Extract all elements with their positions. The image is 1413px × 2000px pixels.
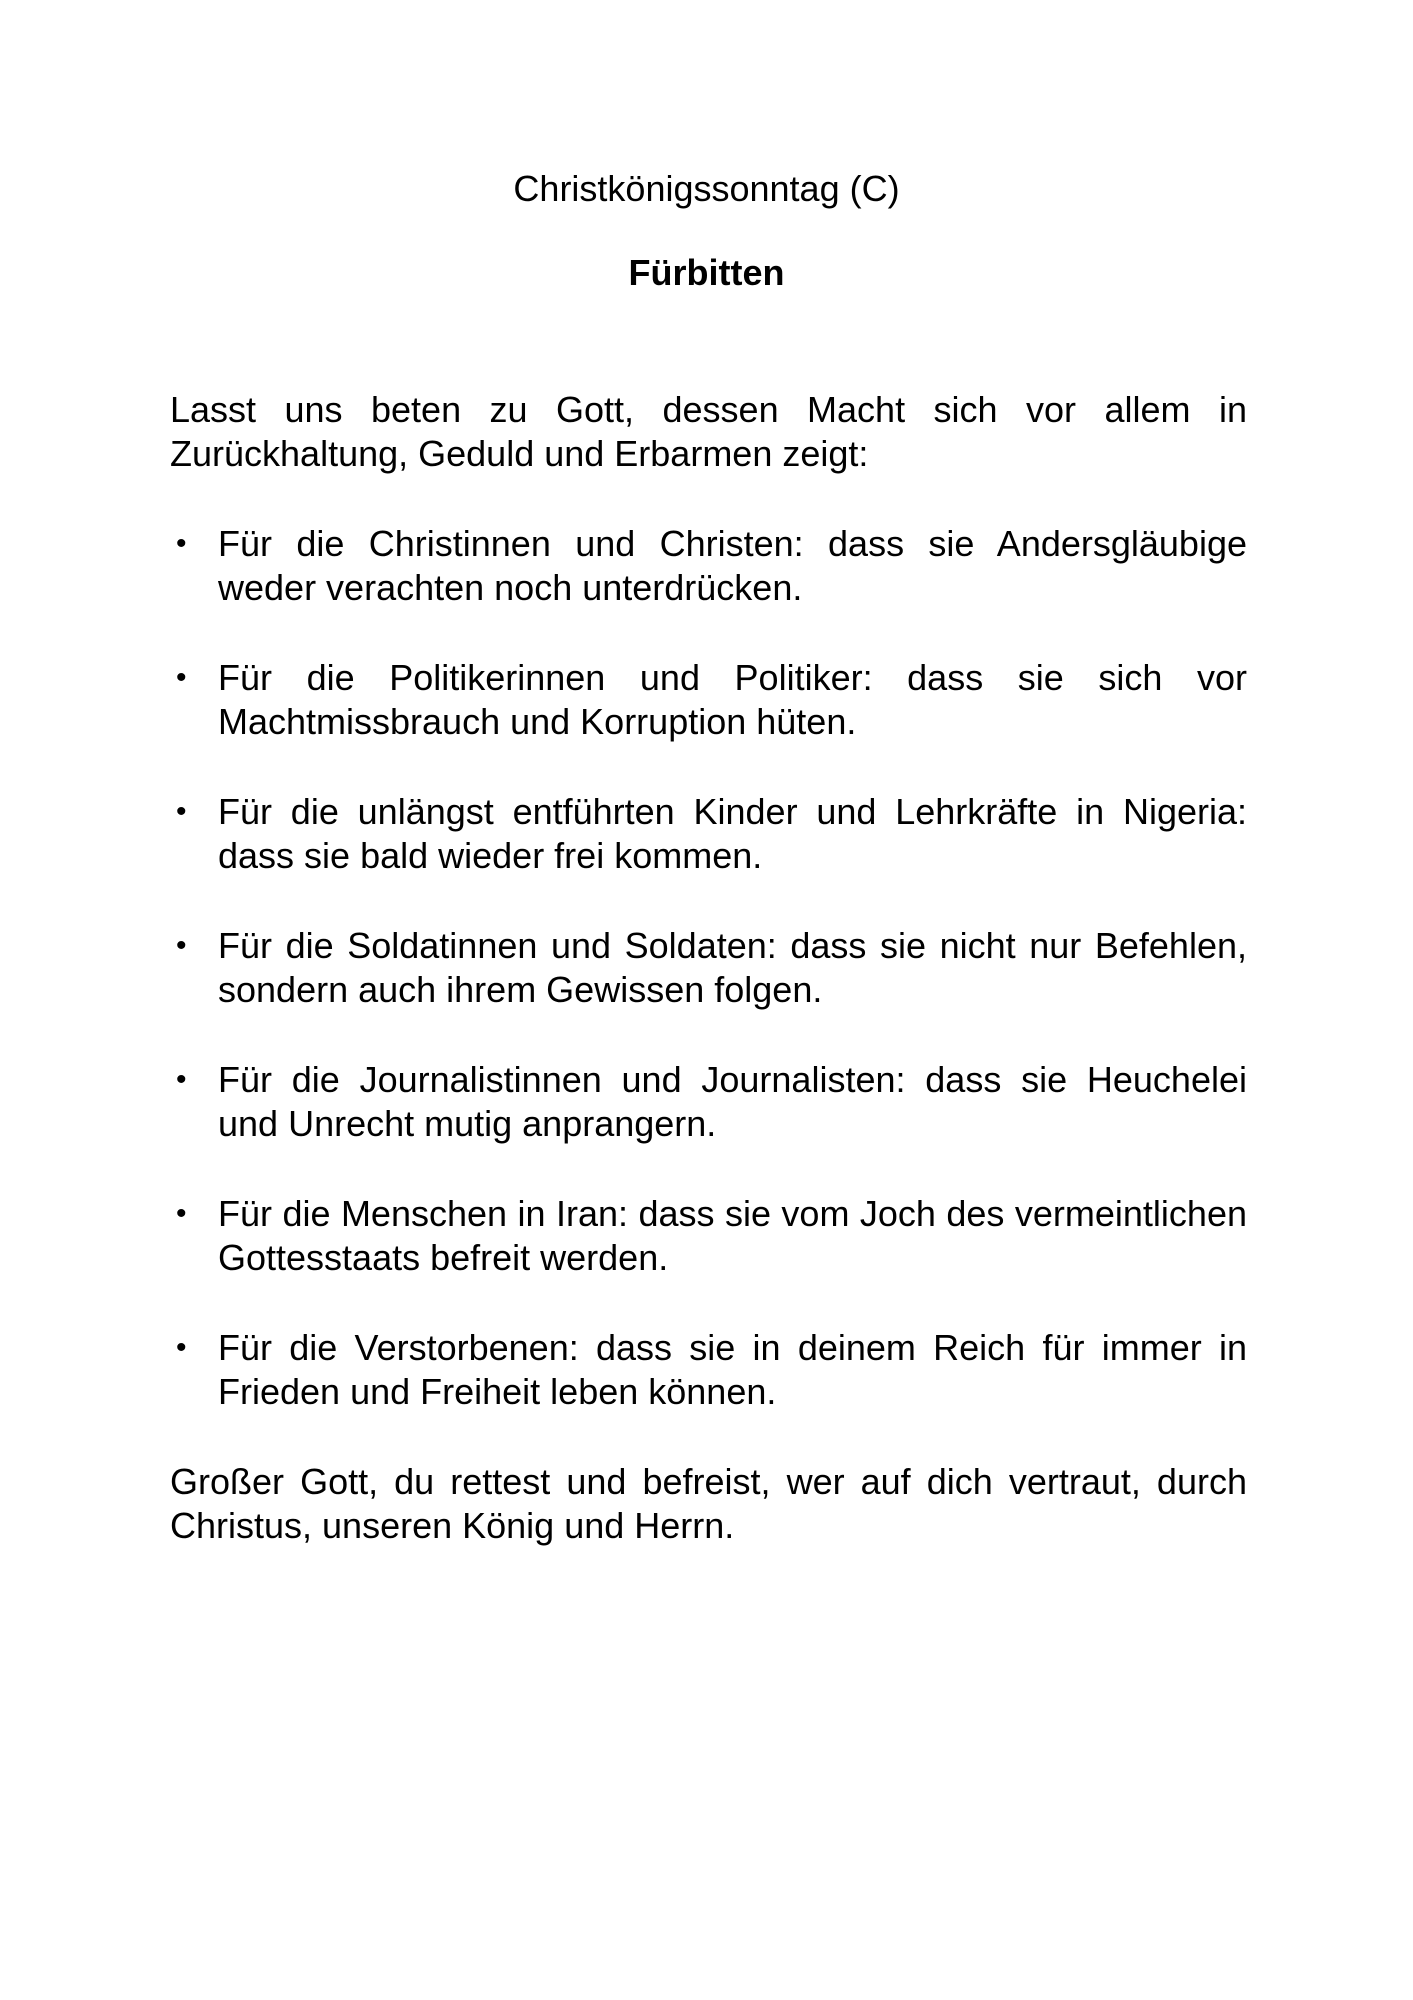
bullet-icon: • xyxy=(176,1063,187,1096)
bullet-icon: • xyxy=(176,661,187,694)
petition-text: Für die Politikerinnen und Politiker: dass sie sich vor Machtmissbrauch und Korruption hüten. xyxy=(218,657,1247,742)
petition-text: Für die Soldatinnen und Soldaten: dass sie nicht nur Befehlen, sondern auch ihrem Gewissen folgen. xyxy=(218,925,1247,1010)
document-subtitle: Christkönigssonntag (C) xyxy=(513,168,900,209)
bullet-icon: • xyxy=(176,929,187,962)
bullet-icon: • xyxy=(176,1197,187,1230)
petition-item xyxy=(170,1192,1247,1280)
petition-item xyxy=(170,656,1247,744)
petition-text: Für die Menschen in Iran: dass sie vom Joch des vermeintlichen Gottesstaats befreit werden. xyxy=(218,1193,1247,1278)
petition-item xyxy=(170,1058,1247,1146)
petition-text: Für die Christinnen und Christen: dass sie Andersgläubige weder verachten noch unterdrücken. xyxy=(218,523,1247,608)
bullet-icon: • xyxy=(176,795,187,828)
petition-item xyxy=(170,790,1247,878)
document-body xyxy=(170,388,1247,1548)
petition-item xyxy=(170,1326,1247,1414)
closing-paragraph: Großer Gott, du rettest und befreist, wer auf dich vertraut, durch Christus, unseren König und Herrn. xyxy=(170,1461,1247,1546)
intro-paragraph: Lasst uns beten zu Gott, dessen Macht sich vor allem in Zurückhaltung, Geduld und Erbarmen zeigt: xyxy=(170,389,1247,474)
bullet-icon: • xyxy=(176,1331,187,1364)
document-title: Fürbitten xyxy=(628,252,785,293)
petition-item xyxy=(170,522,1247,610)
petition-text: Für die Journalistinnen und Journalisten: dass sie Heuchelei und Unrecht mutig anprangern. xyxy=(218,1059,1247,1144)
petition-text: Für die Verstorbenen: dass sie in deinem Reich für immer in Frieden und Freiheit leben können. xyxy=(218,1327,1247,1412)
bullet-icon: • xyxy=(176,527,187,560)
petition-list xyxy=(170,522,1247,1414)
petition-item xyxy=(170,924,1247,1012)
petition-text: Für die unlängst entführten Kinder und Lehrkräfte in Nigeria: dass sie bald wieder frei kommen. xyxy=(218,791,1247,876)
